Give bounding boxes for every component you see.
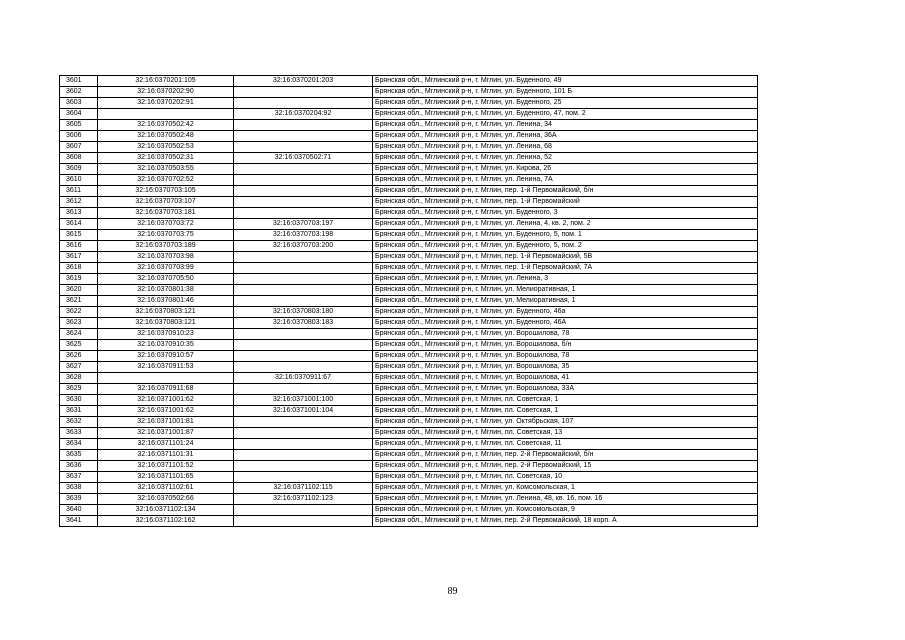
- cadastral-number-cell: 32:16:0370503:55: [98, 164, 234, 175]
- row-number-cell: 3606: [60, 131, 98, 142]
- secondary-cadastral-number-cell: [234, 362, 373, 373]
- secondary-cadastral-number-cell: [234, 98, 373, 109]
- table-row: [60, 351, 758, 362]
- secondary-cadastral-number-cell: [234, 439, 373, 450]
- cadastral-number-cell: 32:16:0371102:61: [98, 483, 234, 494]
- secondary-cadastral-number-cell: 32:16:0370201:203: [234, 76, 373, 87]
- table-row: [60, 142, 758, 153]
- cadastral-number-cell: 32:16:0370202:90: [98, 87, 234, 98]
- address-cell: Брянская обл., Мглинский р-н, г. Мглин, ул. Октябрьская, 107: [373, 417, 758, 428]
- row-number-cell: 3601: [60, 76, 98, 87]
- secondary-cadastral-number-cell: [234, 351, 373, 362]
- cadastral-number-cell: 32:16:0371102:162: [98, 516, 234, 527]
- table-row: [60, 285, 758, 296]
- row-number-cell: 3603: [60, 98, 98, 109]
- cadastral-number-cell: [98, 373, 234, 384]
- secondary-cadastral-number-cell: [234, 263, 373, 274]
- secondary-cadastral-number-cell: [234, 186, 373, 197]
- cadastral-number-cell: 32:16:0370703:99: [98, 263, 234, 274]
- row-number-cell: 3620: [60, 285, 98, 296]
- cadastral-number-cell: 32:16:0370502:31: [98, 153, 234, 164]
- address-cell: Брянская обл., Мглинский р-н, г. Мглин, ул. Комсомольская, 9: [373, 505, 758, 516]
- table-row: [60, 472, 758, 483]
- secondary-cadastral-number-cell: [234, 252, 373, 263]
- row-number-cell: 3616: [60, 241, 98, 252]
- address-cell: Брянская обл., Мглинский р-н, г. Мглин, ул. Ленина, 36А: [373, 131, 758, 142]
- secondary-cadastral-number-cell: 32:16:0371102:123: [234, 494, 373, 505]
- address-cell: Брянская обл., Мглинский р-н, г. Мглин, ул. Ленина, 7А: [373, 175, 758, 186]
- cadastral-number-cell: 32:16:0370502:66: [98, 494, 234, 505]
- row-number-cell: 3631: [60, 406, 98, 417]
- row-number-cell: 3621: [60, 296, 98, 307]
- table-row: [60, 483, 758, 494]
- row-number-cell: 3612: [60, 197, 98, 208]
- table-row: [60, 329, 758, 340]
- address-cell: Брянская обл., Мглинский р-н, г. Мглин, ул. Буденного, 5, пом. 1: [373, 230, 758, 241]
- row-number-cell: 3632: [60, 417, 98, 428]
- row-number-cell: 3614: [60, 219, 98, 230]
- address-cell: Брянская обл., Мглинский р-н, г. Мглин, пер. 2-й Первомайский, 15: [373, 461, 758, 472]
- secondary-cadastral-number-cell: 32:16:0370204:92: [234, 109, 373, 120]
- table-row: [60, 395, 758, 406]
- address-cell: Брянская обл., Мглинский р-н, г. Мглин, пер. 2-й Первомайский, 18 корп. А: [373, 516, 758, 527]
- row-number-cell: 3618: [60, 263, 98, 274]
- table-row: [60, 318, 758, 329]
- row-number-cell: 3627: [60, 362, 98, 373]
- table-row: [60, 461, 758, 472]
- cadastral-number-cell: 32:16:0370801:46: [98, 296, 234, 307]
- table-row: [60, 76, 758, 87]
- row-number-cell: 3625: [60, 340, 98, 351]
- cadastral-number-cell: 32:16:0370801:38: [98, 285, 234, 296]
- address-cell: Брянская обл., Мглинский р-н, г. Мглин, пер. 1-й Первомайский, 7А: [373, 263, 758, 274]
- row-number-cell: 3628: [60, 373, 98, 384]
- secondary-cadastral-number-cell: [234, 417, 373, 428]
- address-cell: Брянская обл., Мглинский р-н, г. Мглин, ул. Буденного, 25: [373, 98, 758, 109]
- cadastral-number-cell: 32:16:0370202:91: [98, 98, 234, 109]
- row-number-cell: 3624: [60, 329, 98, 340]
- page-number: 89: [447, 586, 458, 597]
- secondary-cadastral-number-cell: [234, 516, 373, 527]
- table-row: [60, 230, 758, 241]
- address-cell: Брянская обл., Мглинский р-н, г. Мглин, ул. Мелиоративная, 1: [373, 285, 758, 296]
- address-cell: Брянская обл., Мглинский р-н, г. Мглин, ул. Ворошилова, 78: [373, 351, 758, 362]
- table-row: [60, 219, 758, 230]
- row-number-cell: 3602: [60, 87, 98, 98]
- row-number-cell: 3604: [60, 109, 98, 120]
- table-row: [60, 296, 758, 307]
- address-cell: Брянская обл., Мглинский р-н, г. Мглин, ул. Буденного, 46А: [373, 318, 758, 329]
- row-number-cell: 3617: [60, 252, 98, 263]
- secondary-cadastral-number-cell: [234, 208, 373, 219]
- cadastral-number-cell: 32:16:0370910:57: [98, 351, 234, 362]
- secondary-cadastral-number-cell: [234, 329, 373, 340]
- secondary-cadastral-number-cell: [234, 164, 373, 175]
- row-number-cell: 3640: [60, 505, 98, 516]
- secondary-cadastral-number-cell: [234, 340, 373, 351]
- row-number-cell: 3641: [60, 516, 98, 527]
- address-cell: Брянская обл., Мглинский р-н, г. Мглин, ул. Ленина, 4, кв. 2, пом. 2: [373, 219, 758, 230]
- cadastral-number-cell: 32:16:0370502:42: [98, 120, 234, 131]
- table-row: [60, 373, 758, 384]
- cadastral-number-cell: 32:16:0371102:134: [98, 505, 234, 516]
- address-cell: Брянская обл., Мглинский р-н, г. Мглин, пл. Советская, 11: [373, 439, 758, 450]
- row-number-cell: 3615: [60, 230, 98, 241]
- secondary-cadastral-number-cell: 32:16:0370502:71: [234, 153, 373, 164]
- cadastral-number-cell: 32:16:0370910:23: [98, 329, 234, 340]
- address-cell: Брянская обл., Мглинский р-н, г. Мглин, ул. Ленина, 52: [373, 153, 758, 164]
- address-cell: Брянская обл., Мглинский р-н, г. Мглин, ул. Ленина, 68: [373, 142, 758, 153]
- secondary-cadastral-number-cell: [234, 142, 373, 153]
- cadastral-number-cell: 32:16:0370911:53: [98, 362, 234, 373]
- address-cell: Брянская обл., Мглинский р-н, г. Мглин, ул. Ворошилова, 78: [373, 329, 758, 340]
- secondary-cadastral-number-cell: 32:16:0371001:104: [234, 406, 373, 417]
- row-number-cell: 3619: [60, 274, 98, 285]
- cadastral-number-cell: 32:16:0371101:24: [98, 439, 234, 450]
- table-row: [60, 384, 758, 395]
- table-row: [60, 362, 758, 373]
- secondary-cadastral-number-cell: [234, 87, 373, 98]
- row-number-cell: 3626: [60, 351, 98, 362]
- row-number-cell: 3613: [60, 208, 98, 219]
- row-number-cell: 3607: [60, 142, 98, 153]
- cadastral-number-cell: 32:16:0371001:62: [98, 395, 234, 406]
- cadastral-number-cell: 32:16:0370502:53: [98, 142, 234, 153]
- row-number-cell: 3636: [60, 461, 98, 472]
- cadastral-number-cell: 32:16:0370703:72: [98, 219, 234, 230]
- table-row: [60, 274, 758, 285]
- row-number-cell: 3611: [60, 186, 98, 197]
- address-cell: Брянская обл., Мглинский р-н, г. Мглин, ул. Ворошилова, б/н: [373, 340, 758, 351]
- address-cell: Брянская обл., Мглинский р-н, г. Мглин, ул. Комсомольская, 1: [373, 483, 758, 494]
- row-number-cell: 3609: [60, 164, 98, 175]
- address-cell: Брянская обл., Мглинский р-н, г. Мглин, пл. Советская, 13: [373, 428, 758, 439]
- secondary-cadastral-number-cell: 32:16:0370803:180: [234, 307, 373, 318]
- secondary-cadastral-number-cell: [234, 197, 373, 208]
- cadastral-number-cell: 32:16:0371101:52: [98, 461, 234, 472]
- secondary-cadastral-number-cell: [234, 461, 373, 472]
- table-row: [60, 120, 758, 131]
- cadastral-number-cell: 32:16:0370703:181: [98, 208, 234, 219]
- secondary-cadastral-number-cell: [234, 505, 373, 516]
- cadastral-number-cell: 32:16:0370703:189: [98, 241, 234, 252]
- cadastral-number-cell: 32:16:0370703:75: [98, 230, 234, 241]
- address-cell: Брянская обл., Мглинский р-н, г. Мглин, ул. Буденного, 49: [373, 76, 758, 87]
- address-cell: Брянская обл., Мглинский р-н, г. Мглин, пер. 2-й Первомайский, б/н: [373, 450, 758, 461]
- cadastral-number-cell: 32:16:0371001:62: [98, 406, 234, 417]
- row-number-cell: 3610: [60, 175, 98, 186]
- secondary-cadastral-number-cell: [234, 450, 373, 461]
- address-cell: Брянская обл., Мглинский р-н, г. Мглин, ул. Буденного, 101 Б: [373, 87, 758, 98]
- table-row: [60, 417, 758, 428]
- table-row: [60, 516, 758, 527]
- cadastral-number-cell: [98, 109, 234, 120]
- secondary-cadastral-number-cell: [234, 296, 373, 307]
- secondary-cadastral-number-cell: [234, 120, 373, 131]
- secondary-cadastral-number-cell: 32:16:0370911:67: [234, 373, 373, 384]
- table-row: [60, 153, 758, 164]
- secondary-cadastral-number-cell: [234, 472, 373, 483]
- table-row: [60, 241, 758, 252]
- address-cell: Брянская обл., Мглинский р-н, г. Мглин, ул. Кирова, 26: [373, 164, 758, 175]
- row-number-cell: 3622: [60, 307, 98, 318]
- row-number-cell: 3637: [60, 472, 98, 483]
- row-number-cell: 3635: [60, 450, 98, 461]
- table-row: [60, 263, 758, 274]
- cadastral-number-cell: 32:16:0370803:121: [98, 307, 234, 318]
- address-cell: Брянская обл., Мглинский р-н, г. Мглин, ул. Буденного, 46а: [373, 307, 758, 318]
- address-cell: Брянская обл., Мглинский р-н, г. Мглин, пер. 1-й Первомайский, б/н: [373, 186, 758, 197]
- cadastral-number-cell: 32:16:0371001:81: [98, 417, 234, 428]
- address-cell: Брянская обл., Мглинский р-н, г. Мглин, пл. Советская, 10: [373, 472, 758, 483]
- cadastral-number-cell: 32:16:0371101:31: [98, 450, 234, 461]
- row-number-cell: 3638: [60, 483, 98, 494]
- table-row: [60, 340, 758, 351]
- secondary-cadastral-number-cell: [234, 131, 373, 142]
- row-number-cell: 3630: [60, 395, 98, 406]
- address-cell: Брянская обл., Мглинский р-н, г. Мглин, ул. Мелиоративная, 1: [373, 296, 758, 307]
- address-cell: Брянская обл., Мглинский р-н, г. Мглин, пер. 1-й Первомайский: [373, 197, 758, 208]
- table-row: [60, 252, 758, 263]
- address-cell: Брянская обл., Мглинский р-н, г. Мглин, ул. Ленина, 3: [373, 274, 758, 285]
- row-number-cell: 3634: [60, 439, 98, 450]
- cadastral-number-cell: 32:16:0370502:48: [98, 131, 234, 142]
- cadastral-number-cell: 32:16:0370703:98: [98, 252, 234, 263]
- address-cell: Брянская обл., Мглинский р-н, г. Мглин, ул. Ворошилова, 35: [373, 362, 758, 373]
- secondary-cadastral-number-cell: [234, 285, 373, 296]
- table-row: [60, 87, 758, 98]
- address-cell: Брянская обл., Мглинский р-н, г. Мглин, пер. 1-й Первомайский, 5В: [373, 252, 758, 263]
- secondary-cadastral-number-cell: 32:16:0371001:100: [234, 395, 373, 406]
- secondary-cadastral-number-cell: [234, 175, 373, 186]
- address-cell: Брянская обл., Мглинский р-н, г. Мглин, пл. Советская, 1: [373, 406, 758, 417]
- address-cell: Брянская обл., Мглинский р-н, г. Мглин, ул. Буденного, 3: [373, 208, 758, 219]
- address-cell: Брянская обл., Мглинский р-н, г. Мглин, ул. Ленина, 48, кв. 16, пом. 16: [373, 494, 758, 505]
- table-row: [60, 428, 758, 439]
- row-number-cell: 3623: [60, 318, 98, 329]
- cadastral-number-cell: 32:16:0370803:121: [98, 318, 234, 329]
- cadastral-number-cell: 32:16:0370201:105: [98, 76, 234, 87]
- table-row: [60, 197, 758, 208]
- table-row: [60, 494, 758, 505]
- table-row: [60, 186, 758, 197]
- address-cell: Брянская обл., Мглинский р-н, г. Мглин, ул. Ленина, 34: [373, 120, 758, 131]
- cadastral-number-cell: 32:16:0370705:50: [98, 274, 234, 285]
- table-row: [60, 307, 758, 318]
- cadastral-number-cell: 32:16:0370702:52: [98, 175, 234, 186]
- table-row: [60, 439, 758, 450]
- property-registry-table: [59, 75, 758, 527]
- cadastral-number-cell: 32:16:0370703:107: [98, 197, 234, 208]
- cadastral-number-cell: 32:16:0371101:65: [98, 472, 234, 483]
- cadastral-number-cell: 32:16:0370911:68: [98, 384, 234, 395]
- secondary-cadastral-number-cell: 32:16:0370703:197: [234, 219, 373, 230]
- table-row: [60, 98, 758, 109]
- cadastral-number-cell: 32:16:0370703:105: [98, 186, 234, 197]
- row-number-cell: 3608: [60, 153, 98, 164]
- secondary-cadastral-number-cell: 32:16:0371102:115: [234, 483, 373, 494]
- table-row: [60, 175, 758, 186]
- address-cell: Брянская обл., Мглинский р-н, г. Мглин, ул. Ворошилова, 41: [373, 373, 758, 384]
- secondary-cadastral-number-cell: [234, 384, 373, 395]
- secondary-cadastral-number-cell: 32:16:0370803:183: [234, 318, 373, 329]
- registry-table-body: [60, 76, 758, 527]
- table-row: [60, 450, 758, 461]
- secondary-cadastral-number-cell: 32:16:0370703:198: [234, 230, 373, 241]
- secondary-cadastral-number-cell: [234, 428, 373, 439]
- table-row: [60, 505, 758, 516]
- table-row: [60, 164, 758, 175]
- table-row: [60, 131, 758, 142]
- row-number-cell: 3633: [60, 428, 98, 439]
- address-cell: Брянская обл., Мглинский р-н, г. Мглин, ул. Ворошилова, 33А: [373, 384, 758, 395]
- table-row: [60, 208, 758, 219]
- row-number-cell: 3639: [60, 494, 98, 505]
- address-cell: Брянская обл., Мглинский р-н, г. Мглин, ул. Буденного, 47, пом. 2: [373, 109, 758, 120]
- table-row: [60, 406, 758, 417]
- secondary-cadastral-number-cell: 32:16:0370703:200: [234, 241, 373, 252]
- address-cell: Брянская обл., Мглинский р-н, г. Мглин, ул. Буденного, 5, пом. 2: [373, 241, 758, 252]
- table-row: [60, 109, 758, 120]
- address-cell: Брянская обл., Мглинский р-н, г. Мглин, пл. Советская, 1: [373, 395, 758, 406]
- row-number-cell: 3605: [60, 120, 98, 131]
- cadastral-number-cell: 32:16:0371001:87: [98, 428, 234, 439]
- secondary-cadastral-number-cell: [234, 274, 373, 285]
- row-number-cell: 3629: [60, 384, 98, 395]
- cadastral-number-cell: 32:16:0370910:35: [98, 340, 234, 351]
